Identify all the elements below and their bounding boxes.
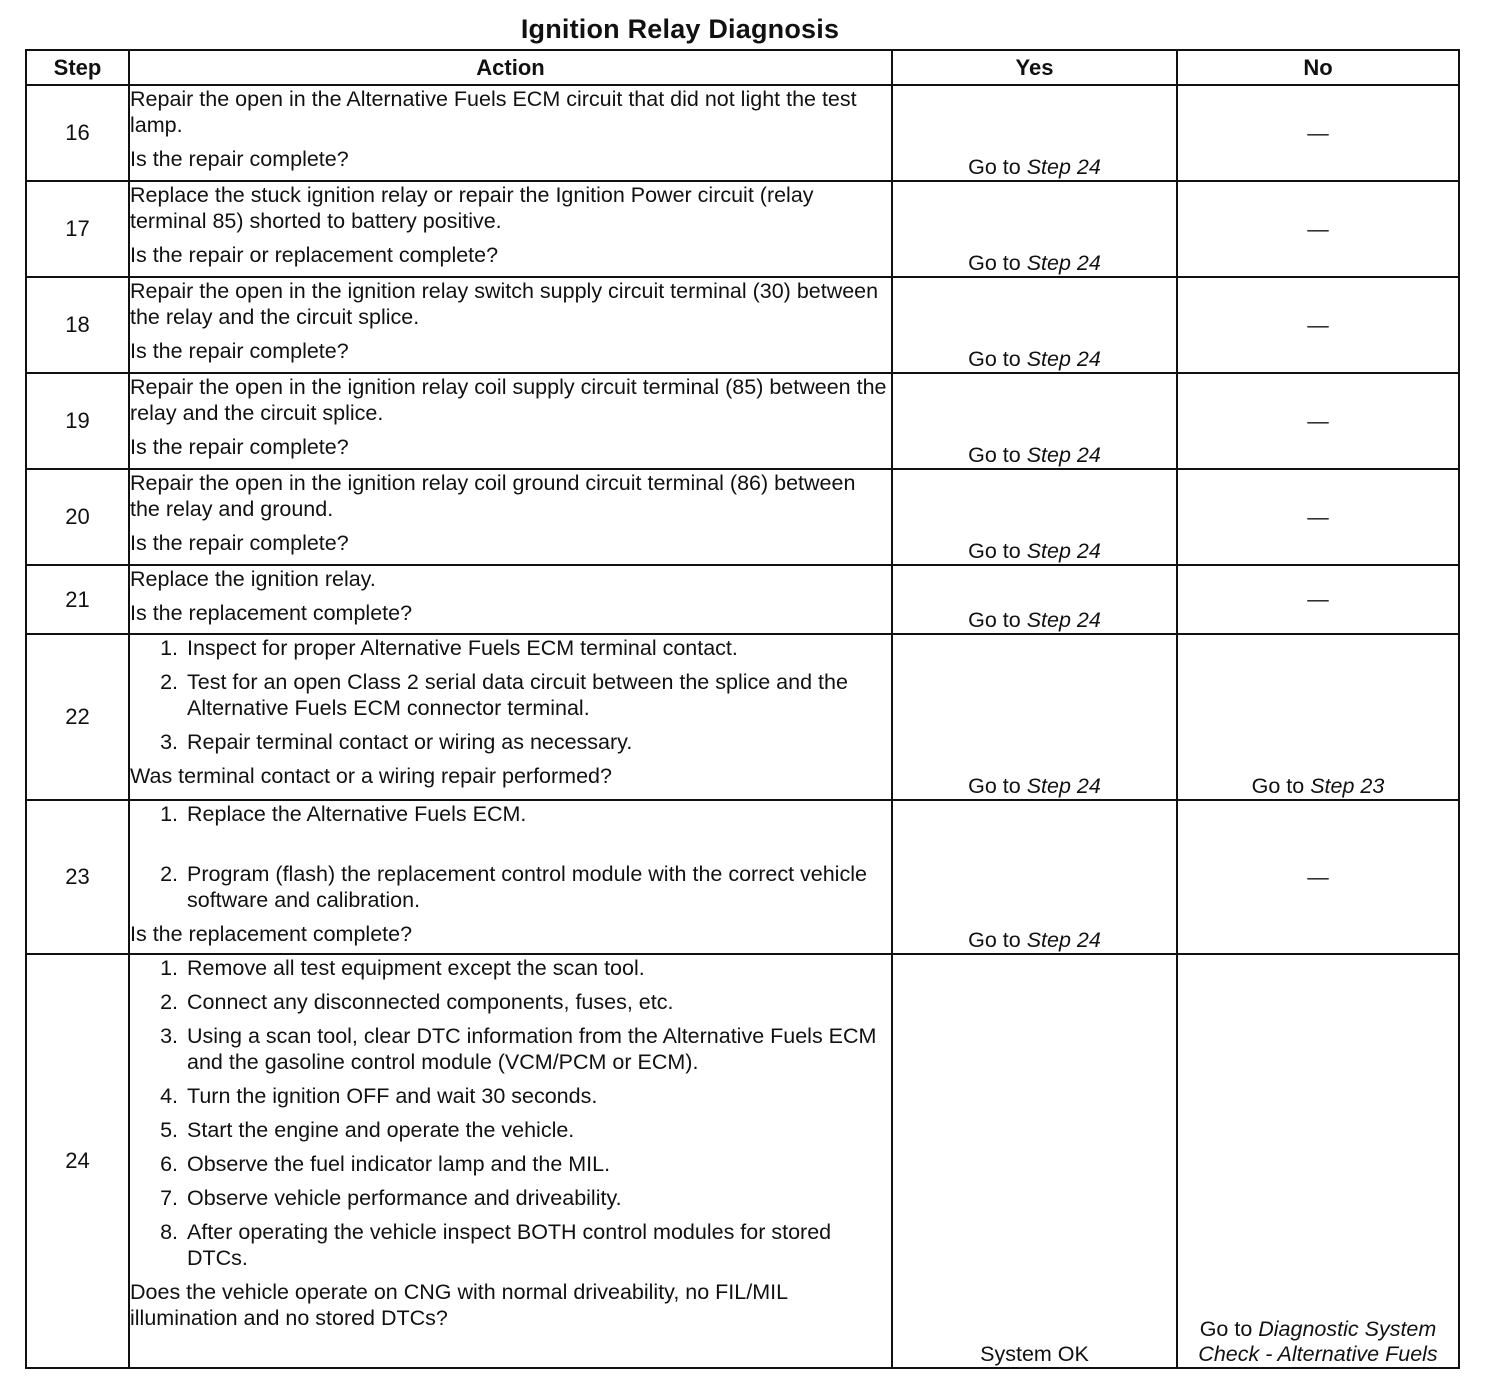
- action-question: Is the repair complete?: [130, 339, 349, 363]
- item-number: 2.: [160, 862, 178, 886]
- action-cell: [129, 373, 892, 469]
- yes-link[interactable]: Step 24: [1026, 608, 1101, 632]
- item-number: 1.: [160, 956, 178, 980]
- action-question: Is the repair or replacement complete?: [130, 243, 499, 267]
- yes-cell: [892, 181, 1177, 277]
- yes-cell: [892, 634, 1177, 800]
- list-item: [130, 635, 891, 661]
- no-cell: [1177, 954, 1459, 1368]
- item-text: Inspect for proper Alternative Fuels ECM terminal contact.: [187, 636, 738, 660]
- yes-cell: [892, 469, 1177, 565]
- action-cell: [129, 800, 892, 954]
- item-number: 3.: [160, 730, 178, 754]
- step-number: 24: [26, 954, 129, 1368]
- action-cell: [129, 469, 892, 565]
- item-text: Repair terminal contact or wiring as necessary.: [187, 730, 633, 754]
- yes-prefix: Go to: [968, 251, 1027, 275]
- item-number: 1.: [160, 802, 178, 826]
- no-cell: [1177, 634, 1459, 800]
- yes-prefix: Go to: [968, 347, 1027, 371]
- item-number: 4.: [160, 1084, 178, 1108]
- action-question: Is the replacement complete?: [130, 922, 413, 946]
- item-text: Observe the fuel indicator lamp and the MIL.: [187, 1152, 611, 1176]
- table-row: [26, 277, 1459, 373]
- list-item: [130, 801, 891, 827]
- header-action: Action: [129, 50, 892, 85]
- header-yes: Yes: [892, 50, 1177, 85]
- step-number: 23: [26, 800, 129, 954]
- action-question: Is the repair complete?: [130, 531, 349, 555]
- yes-prefix: Go to: [968, 608, 1027, 632]
- action-cell: [129, 954, 892, 1368]
- yes-prefix: Go to: [968, 443, 1027, 467]
- item-text: Replace the Alternative Fuels ECM.: [187, 802, 527, 826]
- yes-cell: [892, 565, 1177, 634]
- item-number: 5.: [160, 1118, 178, 1142]
- table-row: [26, 954, 1459, 1368]
- yes-prefix: Go to: [968, 928, 1027, 952]
- action-question: Is the repair complete?: [130, 435, 349, 459]
- table-row: [26, 181, 1459, 277]
- list-item: [130, 861, 891, 913]
- list-item: [130, 1151, 891, 1177]
- action-question: Was terminal contact or a wiring repair performed?: [130, 764, 612, 788]
- item-text: Program (flash) the replacement control module with the correct vehicle software and calibration.: [187, 862, 867, 912]
- yes-link[interactable]: Step 24: [1026, 155, 1101, 179]
- no-cell: —: [1177, 469, 1459, 565]
- action-question: Is the replacement complete?: [130, 601, 413, 625]
- item-number: 8.: [160, 1220, 178, 1244]
- action-question: Does the vehicle operate on CNG with normal driveability, no FIL/MIL illumination and no stored DTCs?: [130, 1280, 788, 1330]
- yes-link[interactable]: Step 24: [1026, 443, 1101, 467]
- table-row: [26, 565, 1459, 634]
- table-header-row: [26, 50, 1459, 85]
- action-text: Repair the open in the ignition relay switch supply circuit terminal (30) between the relay and the circuit splice.: [130, 279, 879, 329]
- step-number: 18: [26, 277, 129, 373]
- instruction-list: [130, 801, 891, 913]
- item-text: Using a scan tool, clear DTC information from the Alternative Fuels ECM and the gasoline control module (VCM/PCM or ECM).: [187, 1024, 877, 1074]
- table-row: [26, 800, 1459, 954]
- no-cell: —: [1177, 565, 1459, 634]
- table-row: [26, 469, 1459, 565]
- no-link[interactable]: Diagnostic System Check - Alternative Fuels: [1198, 1317, 1438, 1366]
- action-text: Replace the ignition relay.: [130, 567, 376, 591]
- action-text: Repair the open in the ignition relay coil supply circuit terminal (85) between the relay and the circuit splice.: [130, 375, 887, 425]
- list-item: [130, 1083, 891, 1109]
- action-question: Is the repair complete?: [130, 147, 349, 171]
- header-no: No: [1177, 50, 1459, 85]
- yes-cell: [892, 800, 1177, 954]
- diagnosis-table: [25, 49, 1460, 1369]
- item-text: Turn the ignition OFF and wait 30 seconds.: [187, 1084, 598, 1108]
- instruction-list: [130, 635, 891, 755]
- table-row: [26, 85, 1459, 181]
- item-text: After operating the vehicle inspect BOTH control modules for stored DTCs.: [187, 1220, 832, 1270]
- yes-link[interactable]: Step 24: [1026, 347, 1101, 371]
- action-cell: [129, 85, 892, 181]
- item-number: 6.: [160, 1152, 178, 1176]
- action-cell: [129, 634, 892, 800]
- yes-link[interactable]: Step 24: [1026, 539, 1101, 563]
- no-prefix: Go to: [1251, 774, 1311, 798]
- no-cell: —: [1177, 800, 1459, 954]
- yes-prefix: Go to: [968, 155, 1027, 179]
- item-text: Connect any disconnected components, fuses, etc.: [187, 990, 674, 1014]
- step-number: 17: [26, 181, 129, 277]
- page-title: Ignition Relay Diagnosis: [520, 14, 840, 44]
- instruction-list: [130, 955, 891, 1271]
- action-cell: [129, 277, 892, 373]
- list-item: [130, 1117, 891, 1143]
- item-text: Start the engine and operate the vehicle.: [187, 1118, 575, 1142]
- item-text: Test for an open Class 2 serial data circuit between the splice and the Alternative Fuels ECM connector terminal.: [187, 670, 848, 720]
- yes-cell: [892, 85, 1177, 181]
- action-text: Repair the open in the Alternative Fuels ECM circuit that did not light the test lamp.: [130, 87, 857, 137]
- list-item: [130, 669, 891, 721]
- item-number: 2.: [160, 670, 178, 694]
- action-cell: [129, 565, 892, 634]
- no-cell: —: [1177, 373, 1459, 469]
- no-link[interactable]: Step 23: [1310, 774, 1385, 798]
- item-text: Remove all test equipment except the scan tool.: [187, 956, 645, 980]
- action-text: Repair the open in the ignition relay coil ground circuit terminal (86) between the relay and ground.: [130, 471, 856, 521]
- no-prefix: Go to: [1199, 1317, 1259, 1341]
- list-item: [130, 955, 891, 981]
- item-number: 3.: [160, 1024, 178, 1048]
- list-item: [130, 1219, 891, 1271]
- step-number: 22: [26, 634, 129, 800]
- step-number: 19: [26, 373, 129, 469]
- step-number: 21: [26, 565, 129, 634]
- table-row: [26, 634, 1459, 800]
- action-text: Replace the stuck ignition relay or repair the Ignition Power circuit (relay terminal 85) shorted to battery positive.: [130, 183, 814, 233]
- item-number: 1.: [160, 636, 178, 660]
- item-number: 2.: [160, 990, 178, 1014]
- step-number: 16: [26, 85, 129, 181]
- yes-cell: [892, 373, 1177, 469]
- yes-prefix: Go to: [968, 774, 1027, 798]
- yes-link[interactable]: Step 24: [1026, 774, 1101, 798]
- yes-link[interactable]: Step 24: [1026, 928, 1101, 952]
- no-cell: —: [1177, 85, 1459, 181]
- no-cell: —: [1177, 277, 1459, 373]
- yes-link[interactable]: Step 24: [1026, 251, 1101, 275]
- yes-cell: System OK: [892, 954, 1177, 1368]
- item-text: Observe vehicle performance and driveability.: [187, 1186, 622, 1210]
- no-cell: —: [1177, 181, 1459, 277]
- list-item: [130, 729, 891, 755]
- yes-prefix: Go to: [968, 539, 1027, 563]
- list-item: [130, 1185, 891, 1211]
- header-step: Step: [26, 50, 129, 85]
- list-item: [130, 989, 891, 1015]
- step-number: 20: [26, 469, 129, 565]
- item-number: 7.: [160, 1186, 178, 1210]
- list-item: [130, 1023, 891, 1075]
- action-cell: [129, 181, 892, 277]
- table-row: [26, 373, 1459, 469]
- yes-cell: [892, 277, 1177, 373]
